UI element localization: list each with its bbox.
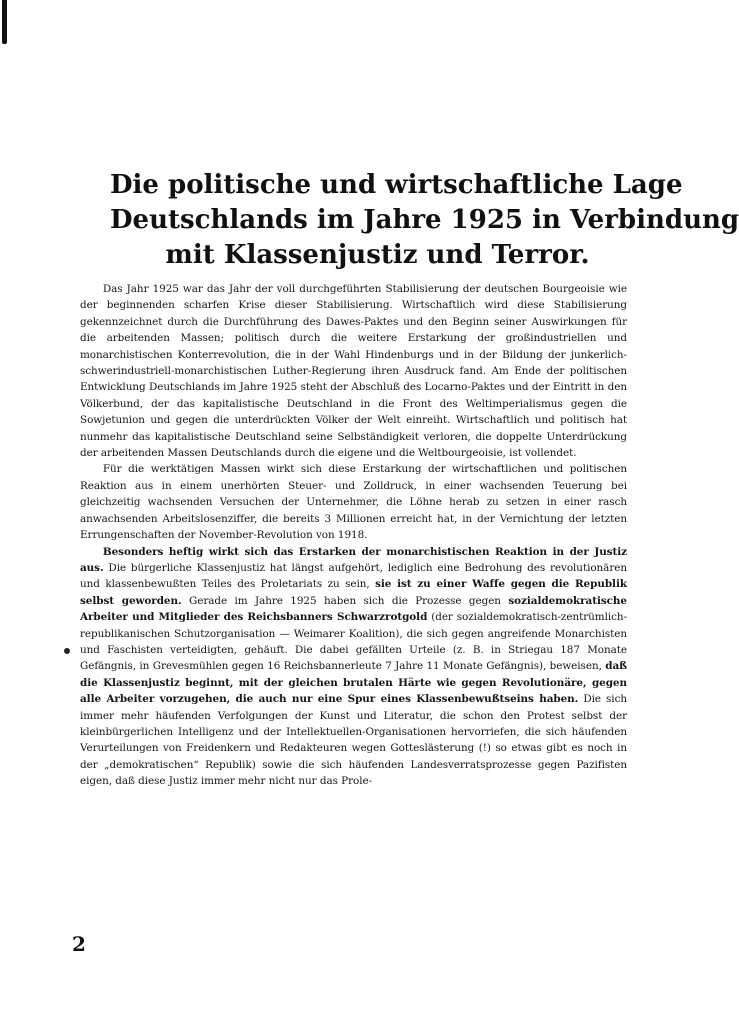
margin-dot bbox=[64, 648, 70, 654]
title-line-3: mit Klassenjustiz und Terror. bbox=[165, 240, 590, 270]
paragraph-3-text-g: Die sich immer mehr häufenden Verfolgungen der Kunst und Literatur, die schon den Protest selbst der kleinbürgerlichen Intelligenz und der Intellektuellen-Organisationen hervorriefen, die sich häufenden Verurteilungen von Freidenkern und Redakteuren wegen Gotteslästerung (!) so etwas gibt es noch in der „demokratischen“ Republik) sowie die sich häufenden Landesverratsprozesse gegen Pazifisten eigen, daß diese Justiz immer mehr nicht nur das Prole- bbox=[80, 693, 627, 788]
body-text bbox=[80, 281, 627, 790]
paragraph-1: Das Jahr 1925 war das Jahr der voll durchgeführten Stabilisierung der deutschen Bourgeoisie wie der beginnenden scharfen Krise dieser Stabilisierung. Wirtschaftlich wird diese Stabilisierung gekennzeichnet durch die Durchführung des Dawes-Paktes und den Beginn seiner Auswirkungen für die arbeitenden Massen; politisch durch die weitere Erstarkung der großindustriellen und monarchistischen Konterrevolution, die in der Wahl Hindenburgs und in der Bildung der junkerlich-schwerindustriell-monarchistischen Luther-Regierung ihren Ausdruck fand. Am Ende der politischen Entwicklung Deutschlands im Jahre 1925 steht der Abschluß des Locarno-Paktes und der Eintritt in den Völkerbund, der das kapitalistische Deutschland in die Front des Weltimperialismus gegen die Sowjetunion und gegen die unterdrückten Völker der Welt einreiht. Wirtschaftlich und politisch hat nunmehr das kapitalistische Deutschland seine Selbständigkeit verloren, die doppelte Unterdrückung der arbeitenden Massen Deutschlands durch die eigene und die Weltbourgeoisie, ist vollendet. bbox=[80, 283, 627, 460]
paragraph-3-text-e: (der sozialdemokratisch-zentrümlich-republikanischen Schutzorganisation — Weimarer Koalition), die sich gegen angreifende Monarchisten und Faschisten verteidigten, gehäuft. Die dabei gefällten Urteile (z. B. in Striegau 187 Monate Gefängnis, in Grevesmühlen gegen 16 Reichsbannerleute 7 Jahre 11 Monate Gefängnis), beweisen, bbox=[80, 611, 627, 673]
paragraph-3-emphasis-f: daß die Klassenjustiz beginnt, mit der gleichen brutalen Härte wie gegen Revolutionäre, gegen alle Arbeiter vorzugehen, die auch nur eine Spur eines Klassenbewußtseins haben. bbox=[80, 660, 627, 706]
paragraph-3 bbox=[80, 544, 627, 790]
paragraph-2: Für die werktätigen Massen wirkt sich diese Erstarkung der wirtschaftlichen und politischen Reaktion aus in einem unerhörten Steuer- und Zolldruck, in einer wachsenden Teuerung bei gleichzeitig wachsenden Versuchen der Unternehmer, die Löhne herab zu setzen in einer rasch anwachsenden Arbeitslosenziffer, die bereits 3 Millionen erreicht hat, in der Vernichtung der letzten Errungenschaften der November-Revolution von 1918. bbox=[80, 463, 627, 542]
paragraph-3-emphasis-lead: Besonders heftig wirkt sich das Erstarken der monarchistischen Reaktion in der Justiz aus. bbox=[80, 545, 627, 574]
paragraph-3-text-c: Gerade im Jahre 1925 haben sich die Prozesse gegen bbox=[181, 594, 509, 607]
paragraph-3-text-a: Die bürgerliche Klassenjustiz hat längst aufgehört, lediglich eine Bedrohung des revolutionären und klassenbewußten Teiles des Proletariats zu sein, bbox=[80, 561, 627, 591]
paragraph-3-emphasis-d: sozialdemokratische Arbeiter und Mitglieder des Reichsbanners Schwarzrotgold bbox=[80, 594, 627, 624]
page-number: 2 bbox=[72, 932, 86, 956]
scan-edge-mark bbox=[2, 0, 7, 44]
title-line-2: Deutschlands im Jahre 1925 in Verbindung bbox=[110, 205, 739, 235]
paragraph-3-emphasis-b: sie ist zu einer Waffe gegen die Republik selbst geworden. bbox=[80, 578, 627, 607]
title-line-1: Die politische und wirtschaftliche Lage bbox=[110, 170, 683, 200]
page-title bbox=[110, 168, 739, 273]
